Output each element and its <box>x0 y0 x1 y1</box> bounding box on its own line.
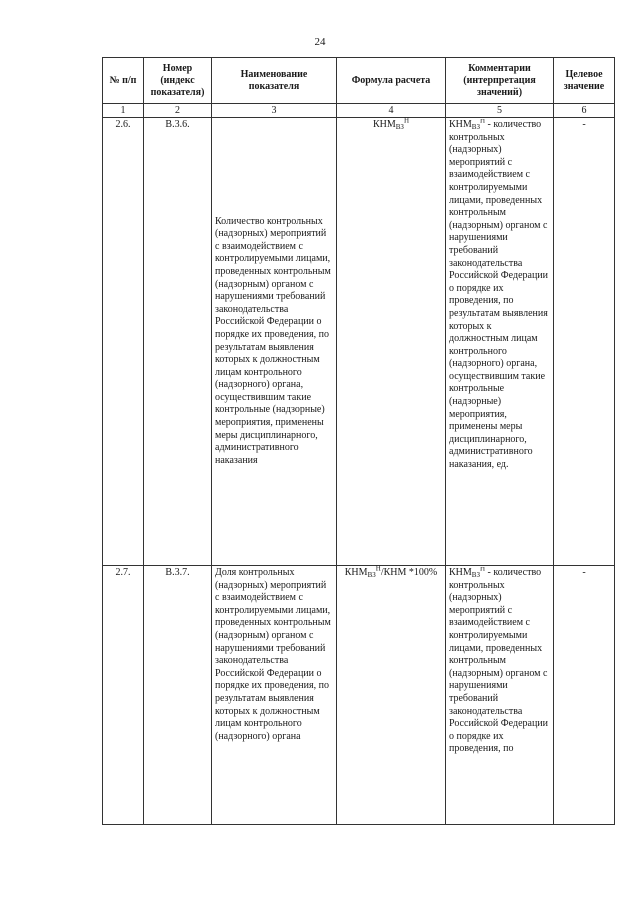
header-formula: Формула расчета <box>337 58 446 104</box>
header-row <box>103 58 615 104</box>
header-num: № п/п <box>103 58 144 104</box>
row-comment <box>446 118 554 566</box>
comment-sub: ВЗ <box>471 123 480 131</box>
formula-base: КНМ <box>344 567 368 578</box>
column-number: 1 <box>103 104 144 118</box>
row-target: - <box>554 566 615 825</box>
row-formula <box>337 566 446 825</box>
row-index: В.3.7. <box>144 566 212 825</box>
header-name: Наименование показателя <box>212 58 337 104</box>
formula-rest: /КНМ *100% <box>380 567 438 578</box>
row-number: 2.7. <box>103 566 144 825</box>
row-name: Количество контрольных (надзорных) мероприятий с взаимодействием с контролируемыми лицами, проведенных контрольным (надзорным) органом с нарушениями требований законодательства Российской Федерации о порядке их проведения, по результатам выявления которых к должностным лицам контрольного (надзорного) органа, осуществившим такие контрольные (надзорные) мероприятия, применены меры дисциплинарного, административного наказания <box>212 118 337 566</box>
row-target: - <box>554 118 615 566</box>
row-comment <box>446 566 554 825</box>
comment-base: КНМ <box>449 567 472 578</box>
indicators-table <box>102 57 615 825</box>
comment-sup: Н <box>479 567 486 573</box>
header-target: Целевое значение <box>554 58 615 104</box>
row-formula <box>337 118 446 566</box>
header-index: Номер (индекс показателя) <box>144 58 212 104</box>
header-comment: Комментарии (интерпретация значений) <box>446 58 554 104</box>
formula-sup: Н <box>375 564 381 573</box>
column-number-row <box>103 104 615 118</box>
comment-text: - количество контрольных (надзорных) мероприятий с взаимодействием с контролируемыми лицами, проведенных контрольным (надзорным) органом с нарушениями требований законодательства Российской Федерации о порядке их проведения, по результатам выявления которых к должностным лицам контрольного (надзорного) органа, осуществившим такие контрольные (надзорные) мероприятия, применены меры дисциплинарного, административного наказания, ед. <box>449 119 549 471</box>
table-row <box>103 118 615 566</box>
column-number: 5 <box>446 104 554 118</box>
table-row <box>103 566 615 825</box>
formula-sup: Н <box>403 116 410 125</box>
comment-base: КНМ <box>449 119 472 130</box>
comment-sup: Н <box>479 119 486 125</box>
row-name: Доля контрольных (надзорных) мероприятий с взаимодействием с контролируемыми лицами, проведенных контрольным (надзорным) органом с нарушениями требований законодательства Российской Федерации о порядке их проведения, по результатам выявления которых к должностным лицам контрольного (надзорного) органа <box>212 566 337 825</box>
page-number: 24 <box>314 36 326 48</box>
column-number: 4 <box>337 104 446 118</box>
formula-base: КНМ <box>372 119 396 130</box>
formula-sub: ВЗ <box>367 571 376 579</box>
column-number: 2 <box>144 104 212 118</box>
column-number: 3 <box>212 104 337 118</box>
row-index: В.3.6. <box>144 118 212 566</box>
row-number: 2.6. <box>103 118 144 566</box>
comment-sub: ВЗ <box>471 571 480 579</box>
formula-sub: ВЗ <box>395 123 404 131</box>
column-number: 6 <box>554 104 615 118</box>
comment-text: - количество контрольных (надзорных) мероприятий с взаимодействием с контролируемыми лицами, проведенных контрольным (надзорным) органом с нарушениями требований законодательства Российской Федерации о порядке их проведения, по <box>449 567 549 755</box>
